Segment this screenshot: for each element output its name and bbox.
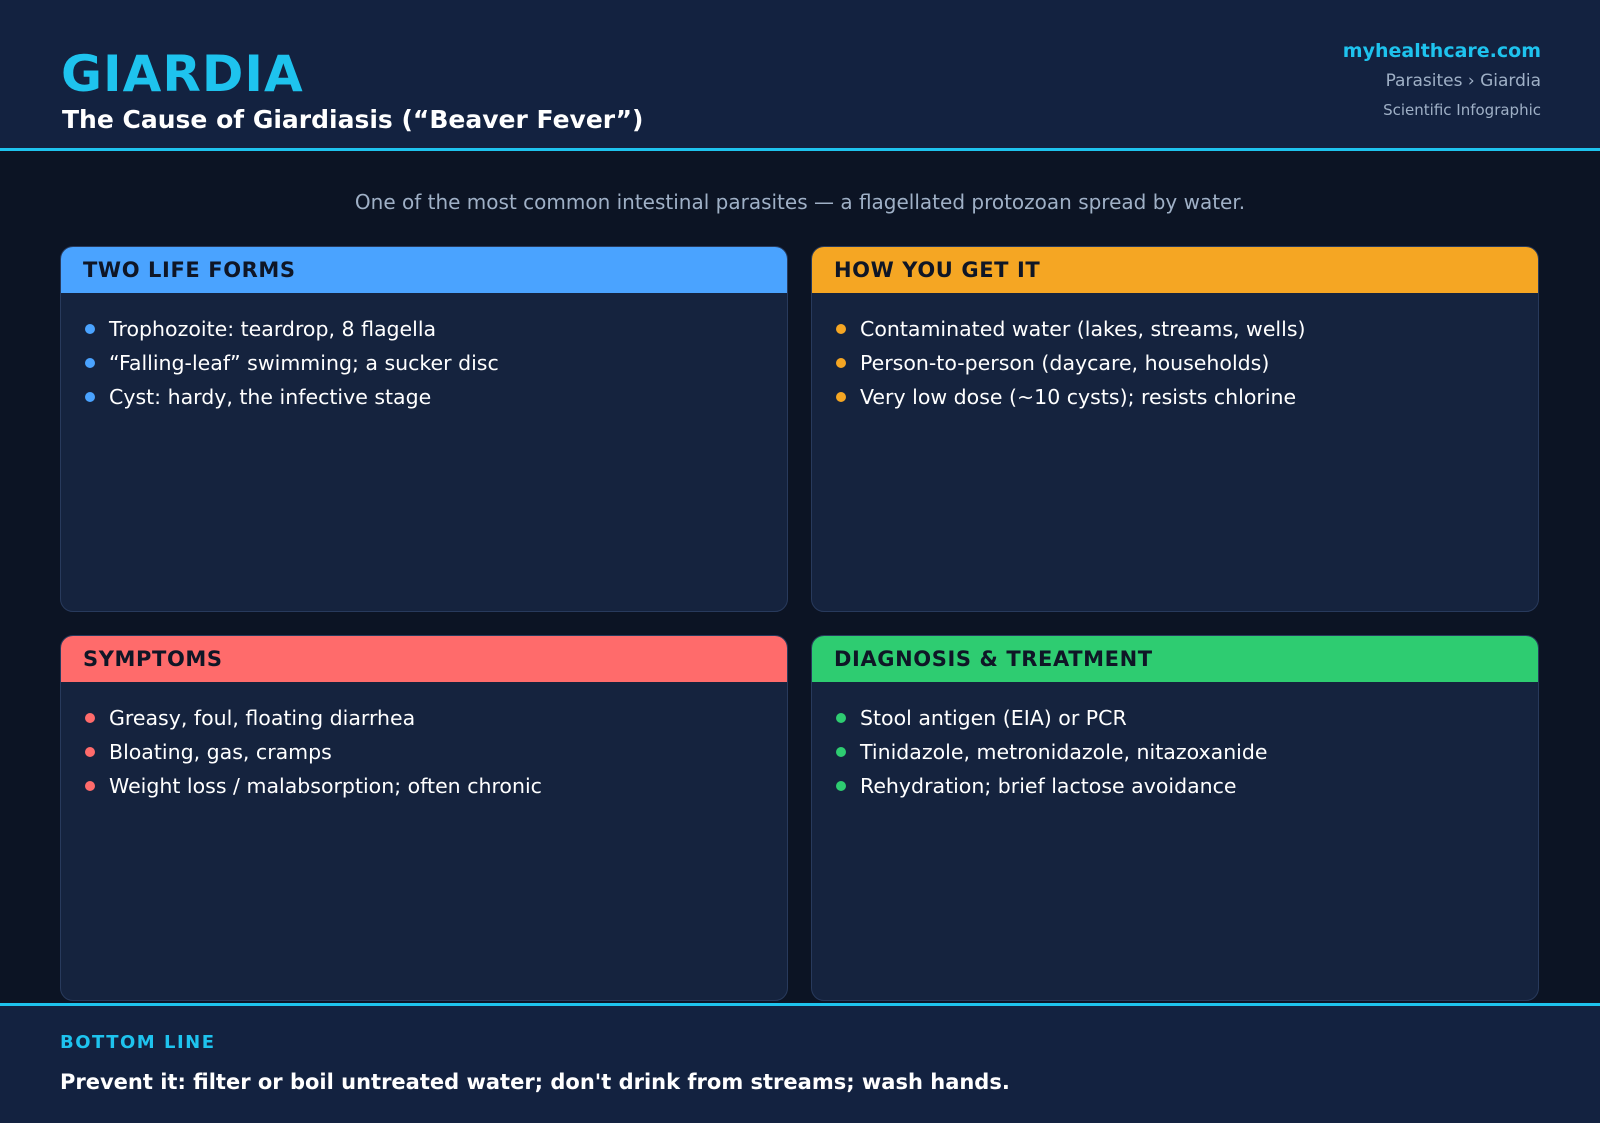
list-item bbox=[85, 769, 787, 803]
list-item-text: Tinidazole, metronidazole, nitazoxanide bbox=[860, 740, 1268, 764]
list-item bbox=[85, 701, 787, 735]
list-item bbox=[836, 312, 1538, 346]
list-item-text: “Falling-leaf” swimming; a sucker disc bbox=[109, 351, 499, 375]
list-item-text: Person-to-person (daycare, households) bbox=[860, 351, 1270, 375]
card-header: SYMPTOMS bbox=[61, 636, 787, 682]
list-item-text: Greasy, foul, floating diarrhea bbox=[109, 706, 416, 730]
list-item bbox=[836, 769, 1538, 803]
list-item bbox=[836, 346, 1538, 380]
bottom-line-label: BOTTOM LINE bbox=[60, 1032, 216, 1053]
bullet-icon bbox=[836, 781, 846, 791]
list-item-text: Stool antigen (EIA) or PCR bbox=[860, 706, 1127, 730]
bullet-icon bbox=[85, 392, 95, 402]
list-item bbox=[836, 380, 1538, 414]
bullet-icon bbox=[85, 781, 95, 791]
breadcrumb-separator: › bbox=[1467, 71, 1475, 91]
card-header: TWO LIFE FORMS bbox=[61, 247, 787, 293]
card-how-you-get-it bbox=[811, 246, 1539, 612]
card-list bbox=[61, 293, 787, 414]
bullet-icon bbox=[836, 324, 846, 334]
infographic-label: Scientific Infographic bbox=[1383, 101, 1541, 119]
list-item bbox=[85, 380, 787, 414]
list-item-text: Cyst: hardy, the infective stage bbox=[109, 385, 432, 409]
breadcrumb-giardia: Giardia bbox=[1480, 71, 1541, 91]
card-header: HOW YOU GET IT bbox=[812, 247, 1538, 293]
list-item bbox=[836, 701, 1538, 735]
card-diagnosis-treatment bbox=[811, 635, 1539, 1001]
list-item bbox=[85, 735, 787, 769]
list-item-text: Trophozoite: teardrop, 8 flagella bbox=[109, 317, 437, 341]
bullet-icon bbox=[85, 747, 95, 757]
list-item bbox=[85, 346, 787, 380]
card-list bbox=[812, 293, 1538, 414]
list-item bbox=[85, 312, 787, 346]
breadcrumb bbox=[1386, 69, 1541, 93]
bullet-icon bbox=[836, 713, 846, 723]
bottom-line-text: Prevent it: filter or boil untreated water; don't drink from streams; wash hands. bbox=[60, 1070, 1010, 1094]
list-item-text: Rehydration; brief lactose avoidance bbox=[860, 774, 1237, 798]
header bbox=[0, 0, 1600, 151]
list-item-text: Bloating, gas, cramps bbox=[109, 740, 332, 764]
list-item-text: Very low dose (~10 cysts); resists chlorine bbox=[860, 385, 1297, 409]
bullet-icon bbox=[836, 358, 846, 368]
page-subtitle: The Cause of Giardiasis (“Beaver Fever”) bbox=[62, 105, 644, 134]
intro-text: One of the most common intestinal parasites — a flagellated protozoan spread by water. bbox=[354, 190, 1246, 214]
list-item bbox=[836, 735, 1538, 769]
list-item-text: Weight loss / malabsorption; often chronic bbox=[109, 774, 542, 798]
bullet-icon bbox=[836, 392, 846, 402]
site-link[interactable]: myhealthcare.com bbox=[1342, 40, 1541, 62]
card-list bbox=[812, 682, 1538, 803]
card-list bbox=[61, 682, 787, 803]
card-life-forms bbox=[60, 246, 788, 612]
page-title: GIARDIA bbox=[61, 45, 304, 103]
bullet-icon bbox=[85, 713, 95, 723]
bullet-icon bbox=[836, 747, 846, 757]
list-item-text: Contaminated water (lakes, streams, wells) bbox=[860, 317, 1306, 341]
bullet-icon bbox=[85, 358, 95, 368]
card-symptoms bbox=[60, 635, 788, 1001]
bullet-icon bbox=[85, 324, 95, 334]
breadcrumb-parasites[interactable]: Parasites bbox=[1385, 71, 1463, 91]
card-header: DIAGNOSIS & TREATMENT bbox=[812, 636, 1538, 682]
footer bbox=[0, 1003, 1600, 1123]
